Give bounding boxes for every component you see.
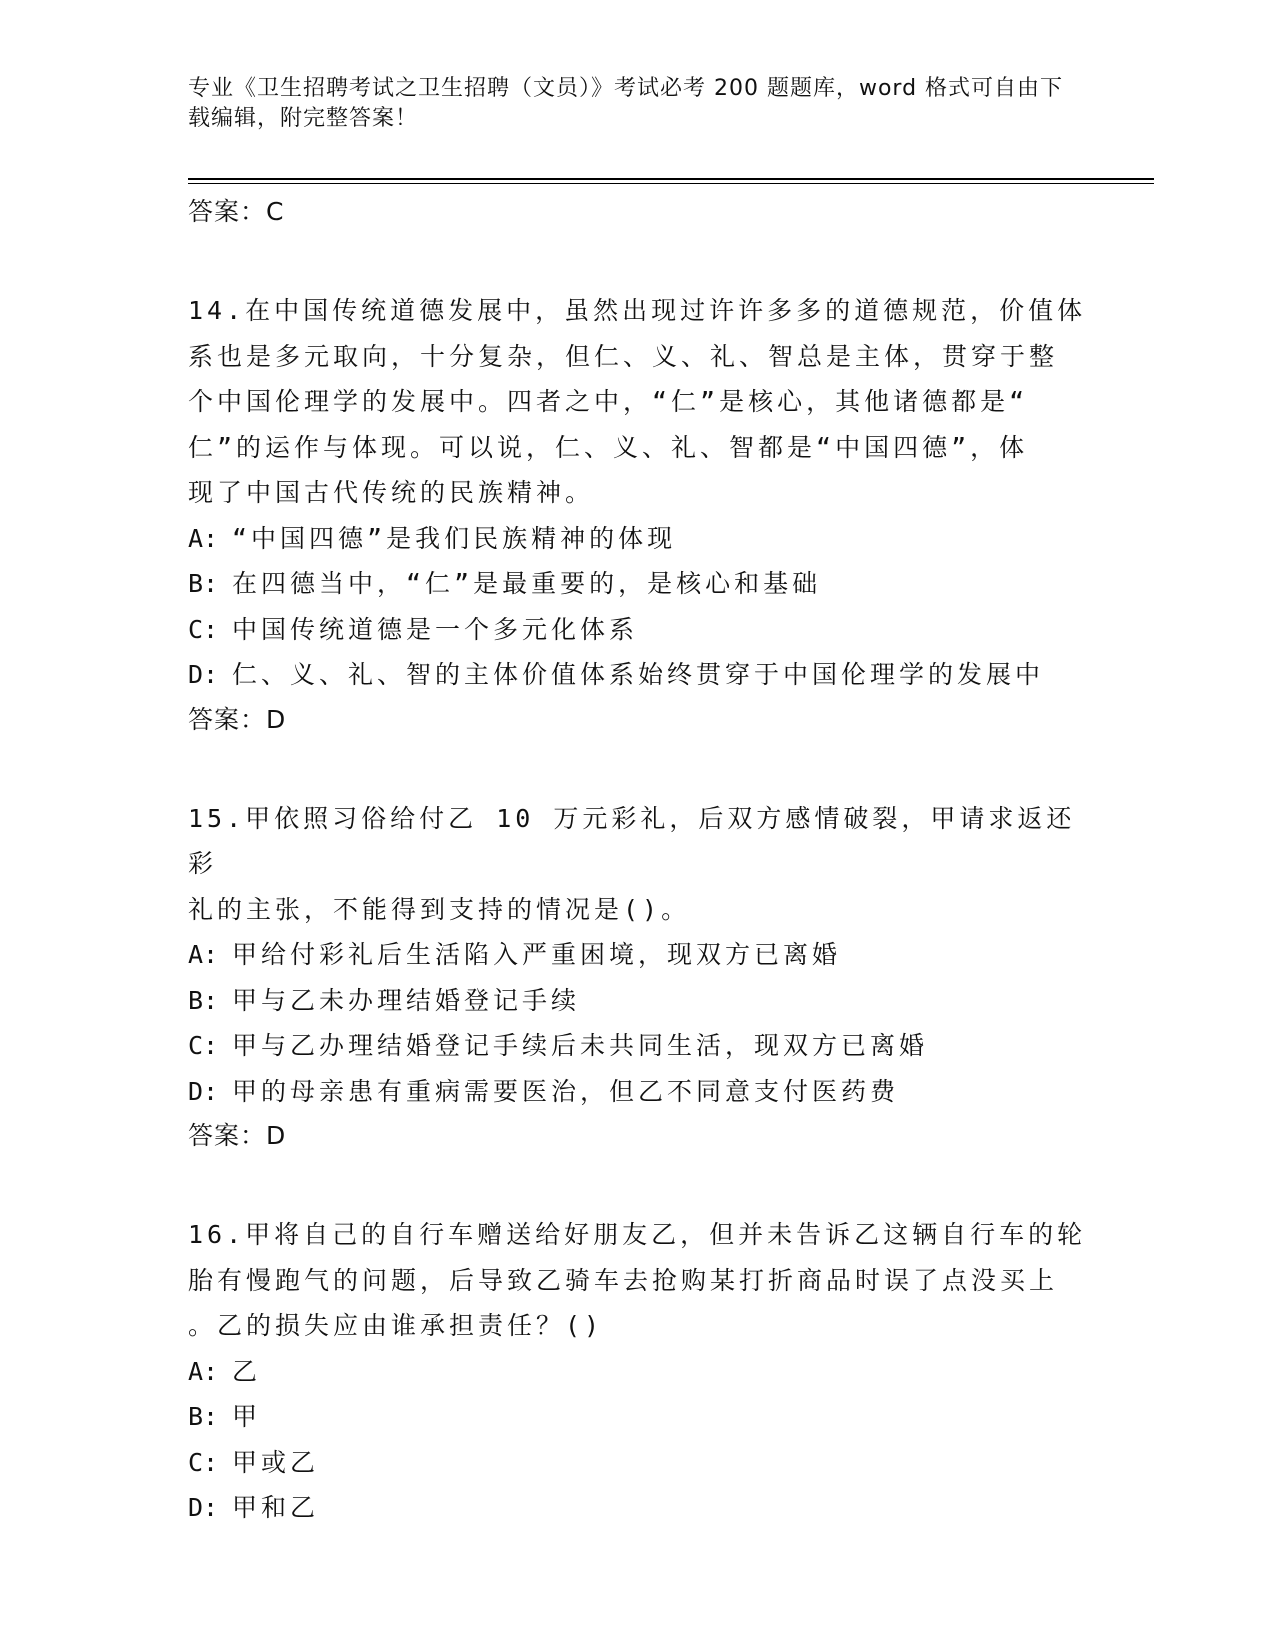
option-letter: C:: [188, 614, 219, 644]
option-b: [188, 1394, 1088, 1440]
header-rule-thin: [188, 183, 1154, 184]
question-stem-line: 礼的主张，不能得到支持的情况是()。: [188, 894, 691, 924]
option-text: 甲或乙: [232, 1447, 320, 1477]
page-header: 专业《卫生招聘考试之卫生招聘（文员）》考试必考 200 题题库，word 格式可自由下载编辑，附完整答案！: [188, 76, 1064, 131]
option-letter: D:: [188, 1076, 219, 1106]
option-a: [188, 932, 1088, 978]
option-text: 甲给付彩礼后生活陷入严重困境，现双方已离婚: [232, 940, 842, 969]
question-16: [188, 1212, 1088, 1531]
option-a: [188, 1349, 1088, 1395]
option-letter: C:: [188, 1447, 219, 1477]
question-14: [188, 288, 1088, 742]
option-a: [188, 516, 1088, 562]
option-b: [188, 561, 1088, 607]
option-text: 乙: [232, 1356, 262, 1386]
previous-answer: 答案：C: [188, 197, 285, 226]
option-letter: A:: [188, 1356, 219, 1386]
question-stem-line: 胎有慢跑气的问题，后导致乙骑车去抢购某打折商品时误了点没买上: [188, 1265, 1059, 1295]
option-letter: D:: [188, 660, 219, 689]
question-stem-line: 系也是多元取向，十分复杂，但仁、义、礼、智总是主体，贯穿于整: [188, 341, 1059, 371]
option-letter: B:: [188, 569, 219, 598]
question-stem-line: 16.甲将自己的自行车赠送给好朋友乙，但并未告诉乙这辆自行车的轮: [188, 1220, 1087, 1249]
question-stem-line: 15.甲依照习俗给付乙 10 万元彩礼，后双方感情破裂，甲请求返还彩: [188, 803, 1076, 878]
option-d: [188, 652, 1088, 698]
question-stem-line: 个中国伦理学的发展中。四者之中，“仁”是核心，其他诸德都是“: [188, 387, 1029, 416]
header-rule-thick: [188, 178, 1154, 180]
option-d: [188, 1485, 1088, 1531]
option-c: [188, 607, 1088, 653]
option-text: 甲: [232, 1402, 262, 1431]
document-body: [188, 190, 1088, 1531]
question-15: [188, 796, 1088, 1159]
question-stem-line: 。乙的损失应由谁承担责任？(): [188, 1311, 604, 1340]
answer: 答案：D: [188, 1121, 287, 1150]
question-stem-line: 14.在中国传统道德发展中，虽然出现过许许多多的道德规范，价值体: [188, 296, 1087, 325]
option-letter: C:: [188, 1031, 219, 1060]
option-text: 中国传统道德是一个多元化体系: [232, 614, 639, 644]
option-letter: B:: [188, 985, 219, 1015]
option-text: 甲和乙: [232, 1493, 320, 1522]
answer: 答案：D: [188, 704, 287, 734]
option-text: 甲的母亲患有重病需要医治，但乙不同意支付医药费: [232, 1076, 900, 1106]
option-text: 仁、义、礼、智的主体价值体系始终贯穿于中国伦理学的发展中: [232, 660, 1045, 689]
question-stem-line: 仁”的运作与体现。可以说，仁、义、礼、智都是“中国四德”，体: [188, 432, 1029, 462]
option-text: 甲与乙办理结婚登记手续后未共同生活，现双方已离婚: [232, 1031, 929, 1060]
option-b: [188, 978, 1088, 1024]
option-letter: B:: [188, 1402, 219, 1431]
option-letter: A:: [188, 523, 219, 553]
question-stem-line: 现了中国古代传统的民族精神。: [188, 478, 595, 507]
option-d: [188, 1069, 1088, 1115]
option-c: [188, 1023, 1088, 1069]
option-letter: D:: [188, 1493, 219, 1522]
option-text: 在四德当中，“仁”是最重要的，是核心和基础: [232, 569, 822, 598]
option-text: 甲与乙未办理结婚登记手续: [232, 985, 581, 1015]
option-letter: A:: [188, 940, 219, 969]
option-text: “中国四德”是我们民族精神的体现: [232, 523, 677, 553]
option-c: [188, 1440, 1088, 1486]
